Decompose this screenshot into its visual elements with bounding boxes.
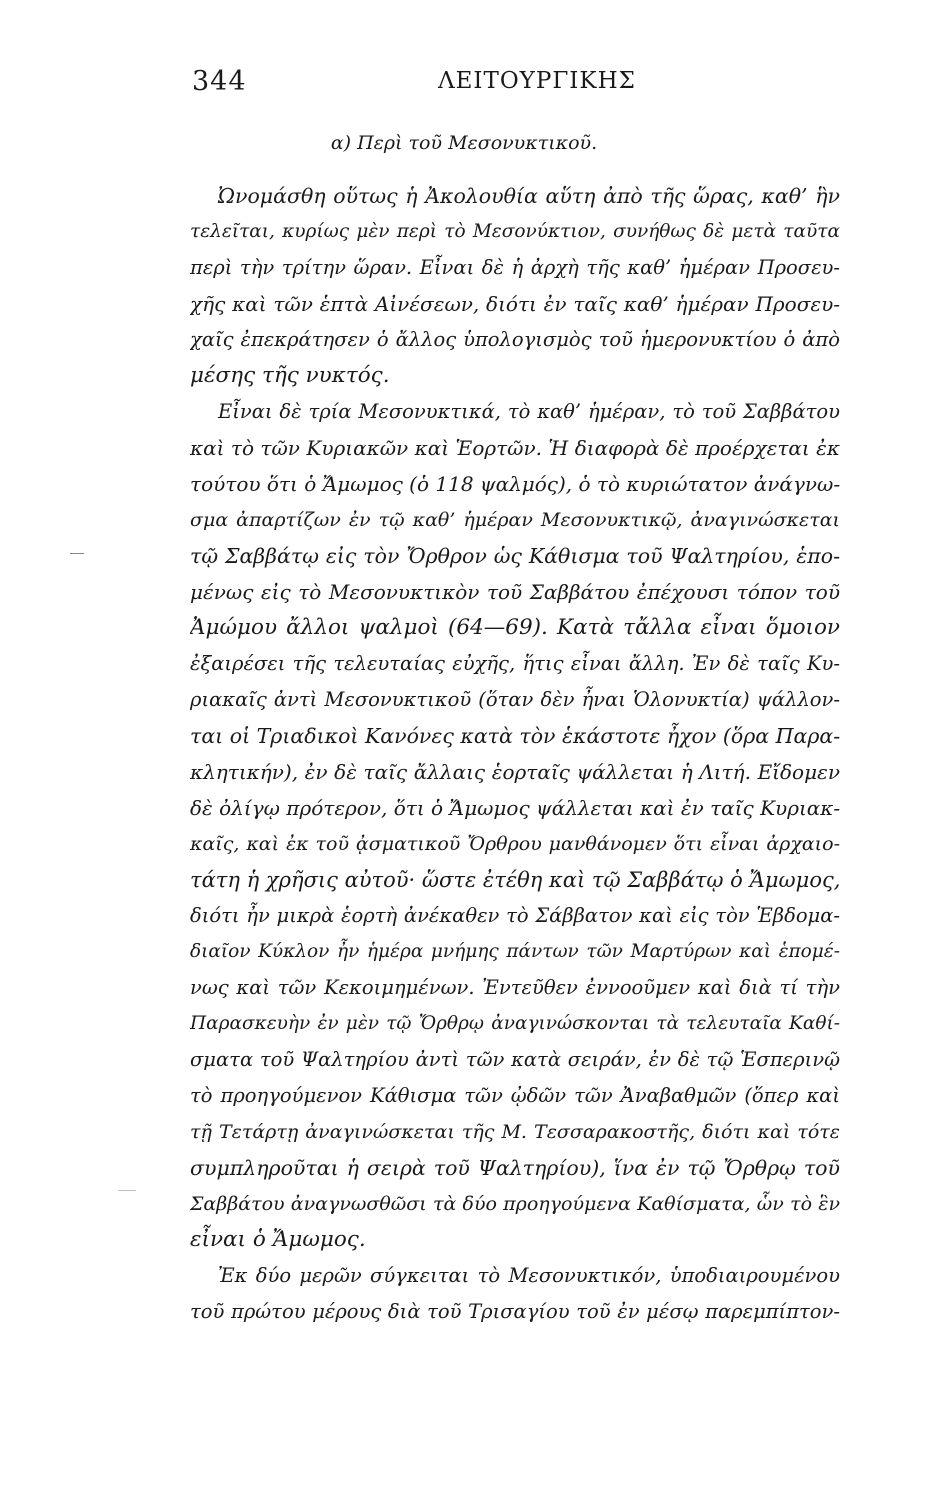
section-title: α) Περὶ τοῦ Μεσονυκτικοῦ. xyxy=(330,132,598,154)
text-line: Εἶναι δὲ τρία Μεσονυκτικά, τὸ καθ’ ἡμέραν, τὸ τοῦ Σαββάτου xyxy=(218,400,840,423)
text-line: συμπληροῦται ἡ σειρὰ τοῦ Ψαλτηρίου), ἵνα ἐν τῷ Ὄρθρῳ τοῦ xyxy=(190,1156,840,1180)
margin-mark xyxy=(118,1190,136,1191)
text-line: διαῖον Κύκλον ἦν ἡμέρα μνήμης πάντων τῶν Μαρτύρων καὶ ἑπομέ- xyxy=(190,941,840,962)
text-line: τὸ προηγούμενον Κάθισμα τῶν ᾠδῶν τῶν Ἀναβαθμῶν (ὅπερ καὶ xyxy=(190,1084,840,1107)
body-text xyxy=(190,178,840,1330)
text-line: δὲ ὀλίγῳ πρότερον, ὅτι ὁ Ἄμωμος ψάλλεται καὶ ἐν ταῖς Κυριακ- xyxy=(190,796,840,820)
margin-mark xyxy=(70,553,84,554)
text-line: χαῖς ἐπεκράτησεν ὁ ἄλλος ὑπολογισμὸς τοῦ ἡμερονυκτίου ὁ ἀπὸ xyxy=(190,328,840,351)
text-line: νως καὶ τῶν Κεκοιμημένων. Ἐντεῦθεν ἐννοοῦμεν καὶ διὰ τί τὴν xyxy=(190,976,840,999)
running-title: ΛΕΙΤΟΥΡΓΙΚΗΣ xyxy=(438,68,636,94)
text-line: περὶ τὴν τρίτην ὥραν. Εἶναι δὲ ἡ ἀρχὴ τῆς καθ’ ἡμέραν Προσευ- xyxy=(190,256,840,279)
text-line: καὶ τὸ τῶν Κυριακῶν καὶ Ἑορτῶν. Ἡ διαφορὰ δὲ προέρχεται ἐκ xyxy=(190,436,840,460)
text-line: τάτη ἡ χρῆσις αὐτοῦ· ὥστε ἐτέθη καὶ τῷ Σαββάτῳ ὁ Ἄμωμος, xyxy=(190,868,840,892)
text-line: Ἐκ δύο μερῶν σύγκειται τὸ Μεσονυκτικόν, ὑποδιαιρουμένου xyxy=(218,1264,840,1287)
text-line: σμα ἀπαρτίζων ἐν τῷ καθ’ ἡμέραν Μεσονυκτικῷ, ἀναγινώσκεται xyxy=(190,509,840,531)
text-line: μέσης τῆς νυκτός. xyxy=(190,363,390,388)
text-line: Ἀμώμου ἄλλοι ψαλμοὶ (64—69). Κατὰ τἄλλα εἶναι ὅμοιον xyxy=(190,615,840,640)
text-line: τῇ Τετάρτῃ ἀναγινώσκεται τῆς Μ. Τεσσαρακοστῆς, διότι καὶ τότε xyxy=(190,1121,840,1143)
text-line: ἐξαιρέσει τῆς τελευταίας εὐχῆς, ἥτις εἶναι ἄλλη. Ἐν δὲ ταῖς Κυ- xyxy=(190,652,840,675)
text-line: κλητικήν), ἐν δὲ ταῖς ἄλλαις ἑορταῖς ψάλλεται ἡ Λιτή. Εἴδομεν xyxy=(190,760,840,784)
text-line: τούτου ὅτι ὁ Ἄμωμος (ὁ 118 ψαλμός), ὁ τὸ κυριώτατον ἀνάγνω- xyxy=(190,472,840,496)
text-line: μένως εἰς τὸ Μεσονυκτικὸν τοῦ Σαββάτου ἐπέχουσι τόπον τοῦ xyxy=(190,580,840,604)
text-line: τοῦ πρώτου μέρους διὰ τοῦ Τρισαγίου τοῦ ἐν μέσῳ παρεμπίπτον- xyxy=(190,1300,840,1323)
page-number: 344 xyxy=(192,66,247,97)
text-line: Σαββάτου ἀναγνωσθῶσι τὰ δύο προηγούμενα Καθίσματα, ὧν τὸ ἓν xyxy=(190,1193,840,1215)
text-line: τῷ Σαββάτῳ εἰς τὸν Ὄρθρον ὡς Κάθισμα τοῦ Ψαλτηρίου, ἑπο- xyxy=(190,544,840,568)
text-line: Ὠνομάσθη οὕτως ἡ Ἀκολουθία αὕτη ἀπὸ τῆς ὥρας, καθ’ ἣν xyxy=(218,184,840,208)
text-line: εἶναι ὁ Ἄμωμος. xyxy=(190,1227,366,1252)
text-line: διότι ἦν μικρὰ ἑορτὴ ἀνέκαθεν τὸ Σάββατον καὶ εἰς τὸν Ἑβδομα- xyxy=(190,904,840,927)
text-line: καῖς, καὶ ἐκ τοῦ ᾀσματικοῦ Ὄρθρου μανθάνομεν ὅτι εἶναι ἀρχαιο- xyxy=(190,833,840,855)
text-line: σματα τοῦ Ψαλτηρίου ἀντὶ τῶν κατὰ σειράν, ἐν δὲ τῷ Ἑσπερινῷ xyxy=(190,1048,840,1071)
page-header xyxy=(192,66,840,106)
text-line: ριακαῖς ἀντὶ Μεσονυκτικοῦ (ὅταν δὲν ἦναι Ὁλονυκτία) ψάλλον- xyxy=(190,688,840,711)
text-line: ται οἱ Τριαδικοὶ Κανόνες κατὰ τὸν ἑκάστοτε ἦχον (ὅρα Παρα- xyxy=(190,724,840,748)
text-line: τελεῖται, κυρίως μὲν περὶ τὸ Μεσονύκτιον, συνήθως δὲ μετὰ ταῦτα xyxy=(190,221,840,242)
text-line: Παρασκευὴν ἐν μὲν τῷ Ὄρθρῳ ἀναγινώσκονται τὰ τελευταῖα Καθί- xyxy=(190,1013,840,1034)
text-line: χῆς καὶ τῶν ἑπτὰ Αἰνέσεων, διότι ἐν ταῖς καθ’ ἡμέραν Προσευ- xyxy=(190,292,840,316)
